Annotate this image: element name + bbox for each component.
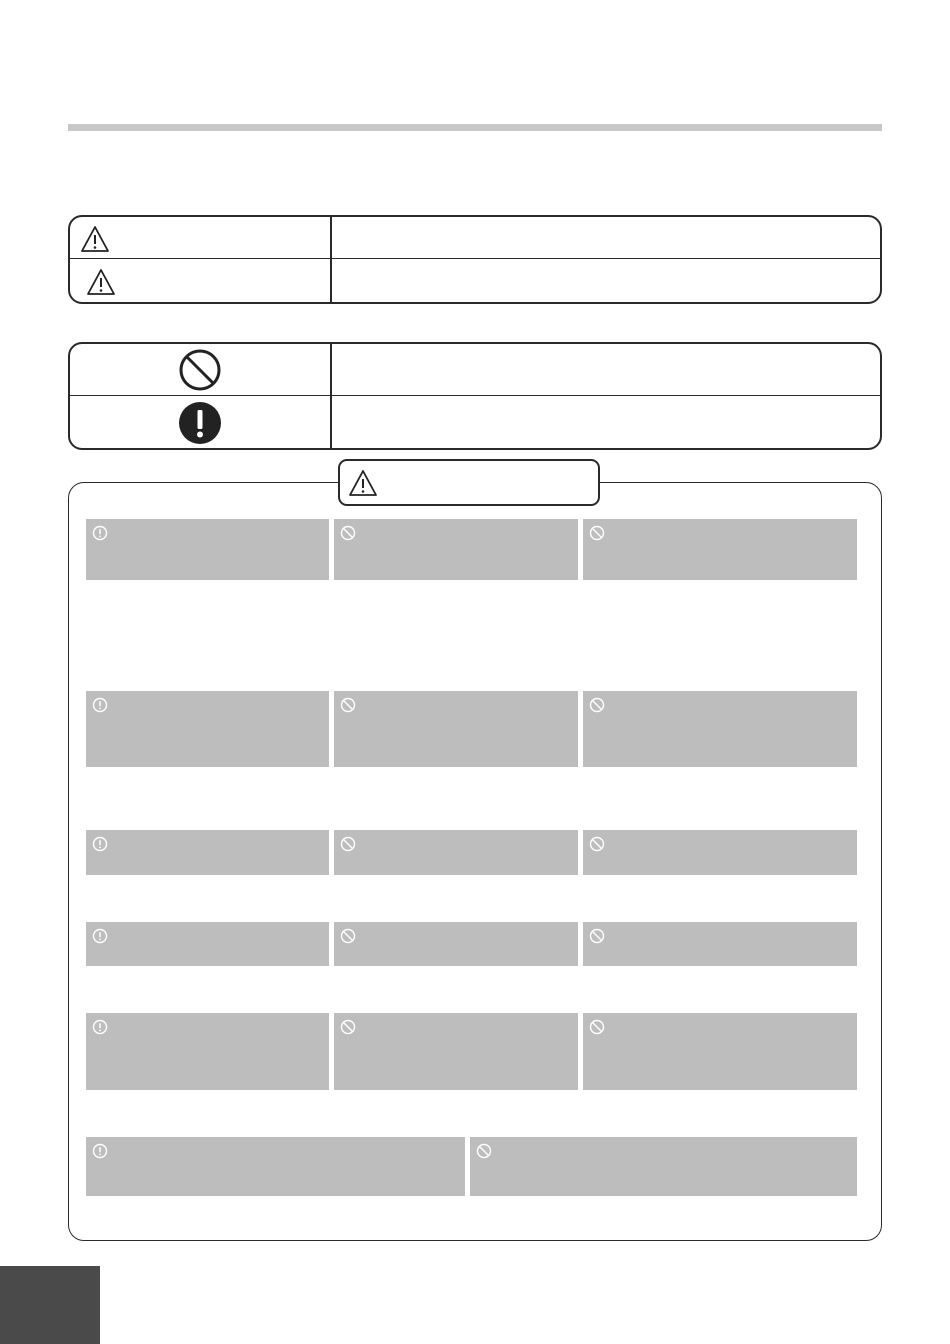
mandatory-action-icon bbox=[177, 400, 223, 446]
prohibited-mini-icon bbox=[340, 836, 356, 852]
prohibited-mini-icon bbox=[340, 1019, 356, 1035]
mandatory-action-mini-icon bbox=[92, 1019, 108, 1035]
note-box-mandatory bbox=[86, 691, 329, 767]
header-rule bbox=[68, 124, 882, 131]
note-box-prohibited bbox=[583, 922, 857, 966]
note-box-mandatory bbox=[86, 922, 329, 966]
prohibited-icon bbox=[177, 347, 223, 393]
note-box-prohibited bbox=[470, 1137, 857, 1196]
note-box-mandatory bbox=[86, 1137, 465, 1196]
prohibited-mini-icon bbox=[340, 697, 356, 713]
page-number-block bbox=[0, 1266, 100, 1344]
symbol-meaning-table bbox=[68, 342, 882, 450]
signal-word-table bbox=[68, 215, 882, 304]
warning-panel-tab bbox=[338, 459, 600, 506]
prohibited-mini-icon bbox=[589, 525, 605, 541]
note-box-prohibited bbox=[334, 691, 578, 767]
table-divider bbox=[330, 344, 332, 448]
prohibited-mini-icon bbox=[589, 836, 605, 852]
prohibited-mini-icon bbox=[589, 697, 605, 713]
warning-triangle-icon bbox=[78, 222, 112, 256]
note-box-prohibited bbox=[583, 830, 857, 875]
table-row-divider bbox=[70, 395, 880, 396]
note-box-prohibited bbox=[583, 519, 857, 580]
prohibited-mini-icon bbox=[476, 1143, 492, 1159]
table-row-divider bbox=[70, 258, 880, 259]
mandatory-action-mini-icon bbox=[92, 928, 108, 944]
note-box-prohibited bbox=[334, 830, 578, 875]
mandatory-action-mini-icon bbox=[92, 836, 108, 852]
prohibited-mini-icon bbox=[589, 1019, 605, 1035]
note-box-mandatory bbox=[86, 1013, 329, 1090]
note-box-prohibited bbox=[334, 1013, 578, 1090]
table-divider bbox=[330, 217, 332, 302]
note-box-prohibited bbox=[334, 519, 578, 580]
warning-triangle-icon bbox=[346, 467, 380, 499]
note-box-prohibited bbox=[583, 691, 857, 767]
prohibited-mini-icon bbox=[340, 525, 356, 541]
prohibited-mini-icon bbox=[340, 928, 356, 944]
caution-triangle-icon bbox=[84, 265, 118, 299]
note-box-prohibited bbox=[334, 922, 578, 966]
note-box-prohibited bbox=[583, 1013, 857, 1090]
note-box-mandatory bbox=[86, 830, 329, 875]
mandatory-action-mini-icon bbox=[92, 697, 108, 713]
prohibited-mini-icon bbox=[589, 928, 605, 944]
mandatory-action-mini-icon bbox=[92, 525, 108, 541]
note-box-mandatory bbox=[86, 519, 329, 580]
mandatory-action-mini-icon bbox=[92, 1143, 108, 1159]
